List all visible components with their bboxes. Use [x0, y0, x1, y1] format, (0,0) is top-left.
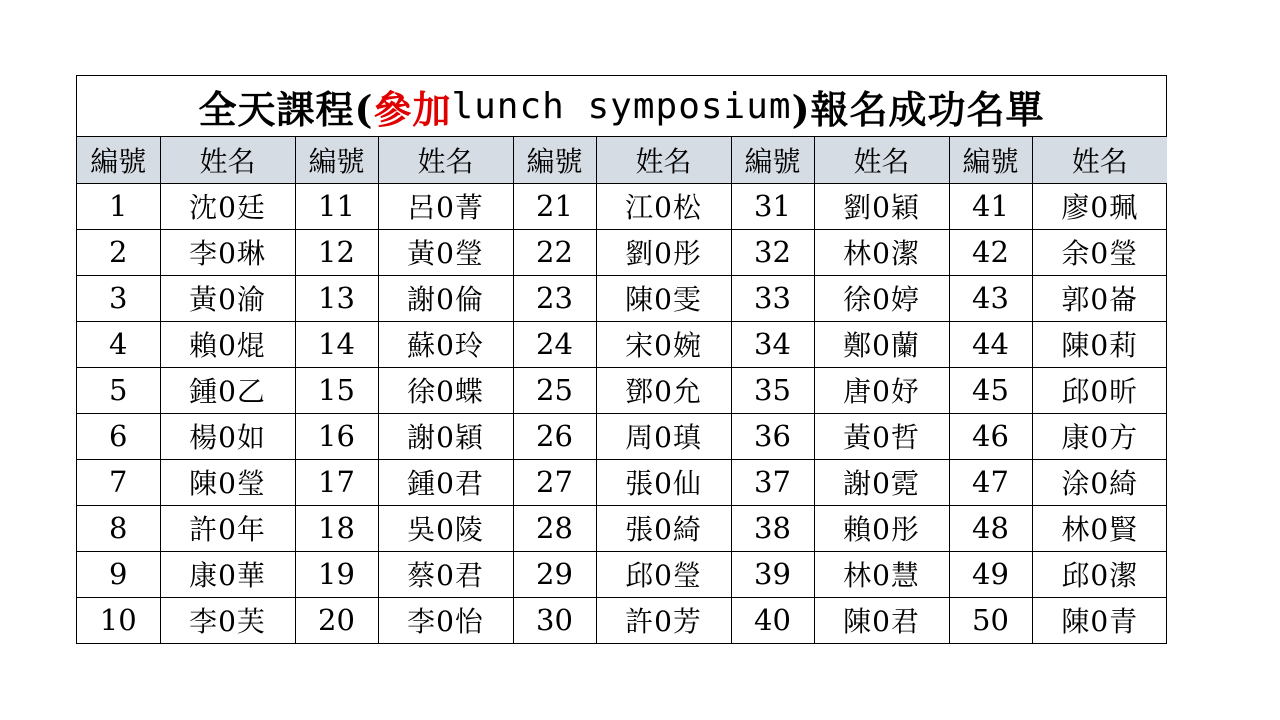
entry-name: 陳0青 — [1061, 605, 1139, 639]
entry-number: 22 — [513, 229, 596, 275]
header-number: 編號 — [295, 137, 378, 183]
entry-number: 3 — [77, 275, 160, 321]
entry-name: 謝0倫 — [378, 275, 513, 321]
entry-number: 17 — [295, 459, 378, 505]
entry-number: 32 — [731, 229, 814, 275]
entry-number: 6 — [77, 413, 160, 459]
header-name: 姓名 — [596, 137, 731, 183]
entry-number: 44 — [949, 321, 1032, 367]
entry-number: 47 — [949, 459, 1032, 505]
entry-number: 14 — [295, 321, 378, 367]
table-row — [77, 183, 1167, 229]
entry-number: 41 — [949, 183, 1032, 229]
entry-name: 邱0昕 — [1032, 367, 1167, 413]
entry-name: 楊0如 — [160, 413, 295, 459]
entry-name: 黃0瑩 — [378, 229, 513, 275]
entry-name: 林0賢 — [1032, 505, 1167, 551]
roster-table — [77, 137, 1167, 643]
entry-number: 20 — [295, 597, 378, 643]
entry-name: 邱0瑩 — [596, 551, 731, 597]
header-name: 姓名 — [378, 137, 513, 183]
table-row — [77, 321, 1167, 367]
entry-number: 35 — [731, 367, 814, 413]
title-accent: 參加 — [373, 86, 452, 132]
entry-name: 吳0陵 — [378, 505, 513, 551]
entry-name: 鄭0蘭 — [814, 321, 949, 367]
page-title — [77, 76, 1166, 137]
roster-sheet — [76, 75, 1167, 644]
entry-number: 37 — [731, 459, 814, 505]
header-number: 編號 — [949, 137, 1032, 183]
entry-name: 呂0菁 — [378, 183, 513, 229]
entry-name: 蘇0玲 — [378, 321, 513, 367]
entry-number: 40 — [731, 597, 814, 643]
entry-number: 27 — [513, 459, 596, 505]
entry-number: 45 — [949, 367, 1032, 413]
table-row — [77, 229, 1167, 275]
header-row — [77, 137, 1167, 183]
header-number: 編號 — [77, 137, 160, 183]
table-row — [77, 367, 1167, 413]
entry-name: 李0芙 — [160, 597, 295, 643]
entry-number: 30 — [513, 597, 596, 643]
entry-number: 8 — [77, 505, 160, 551]
entry-number: 5 — [77, 367, 160, 413]
entry-name: 謝0穎 — [378, 413, 513, 459]
entry-name: 沈0廷 — [160, 183, 295, 229]
entry-name: 涂0綺 — [1032, 459, 1167, 505]
entry-number: 9 — [77, 551, 160, 597]
title-event: lunch symposium — [451, 85, 792, 127]
header-number: 編號 — [513, 137, 596, 183]
title-suffix: )報名成功名單 — [791, 86, 1045, 132]
entry-name: 陳0瑩 — [160, 459, 295, 505]
entry-name: 陳0君 — [814, 597, 949, 643]
header-name: 姓名 — [814, 137, 949, 183]
entry-number: 23 — [513, 275, 596, 321]
entry-name: 鄧0允 — [596, 367, 731, 413]
entry-number: 39 — [731, 551, 814, 597]
entry-number: 26 — [513, 413, 596, 459]
entry-name: 林0潔 — [814, 229, 949, 275]
entry-number: 21 — [513, 183, 596, 229]
header-number: 編號 — [731, 137, 814, 183]
entry-name: 徐0婷 — [814, 275, 949, 321]
entry-name: 康0方 — [1032, 413, 1167, 459]
entry-name: 余0瑩 — [1032, 229, 1167, 275]
entry-name: 黃0渝 — [160, 275, 295, 321]
entry-name: 李0琳 — [160, 229, 295, 275]
entry-name: 賴0彤 — [814, 505, 949, 551]
table-row — [77, 551, 1167, 597]
entry-name: 謝0霓 — [814, 459, 949, 505]
table-row — [77, 459, 1167, 505]
entry-name: 張0綺 — [596, 505, 731, 551]
entry-number: 15 — [295, 367, 378, 413]
entry-number: 48 — [949, 505, 1032, 551]
entry-name: 林0慧 — [814, 551, 949, 597]
entry-name: 宋0婉 — [596, 321, 731, 367]
entry-number: 16 — [295, 413, 378, 459]
entry-name: 張0仙 — [596, 459, 731, 505]
entry-name: 鍾0乙 — [160, 367, 295, 413]
entry-number: 4 — [77, 321, 160, 367]
entry-name: 蔡0君 — [378, 551, 513, 597]
entry-number: 19 — [295, 551, 378, 597]
roster-body — [77, 183, 1167, 643]
entry-number: 31 — [731, 183, 814, 229]
entry-name: 徐0蝶 — [378, 367, 513, 413]
entry-name: 邱0潔 — [1032, 551, 1167, 597]
entry-name: 許0年 — [160, 505, 295, 551]
entry-name: 江0松 — [596, 183, 731, 229]
header-name: 姓名 — [160, 137, 295, 183]
entry-number: 25 — [513, 367, 596, 413]
entry-name: 陳0雯 — [596, 275, 731, 321]
entry-name: 郭0崙 — [1032, 275, 1167, 321]
entry-name: 黃0哲 — [814, 413, 949, 459]
entry-number: 43 — [949, 275, 1032, 321]
entry-number: 29 — [513, 551, 596, 597]
entry-name: 廖0珮 — [1032, 183, 1167, 229]
entry-number: 18 — [295, 505, 378, 551]
entry-number: 13 — [295, 275, 378, 321]
table-row — [77, 505, 1167, 551]
header-name: 姓名 — [1032, 137, 1167, 183]
entry-number: 46 — [949, 413, 1032, 459]
entry-name: 李0怡 — [378, 597, 513, 643]
entry-number: 34 — [731, 321, 814, 367]
entry-name: 唐0妤 — [814, 367, 949, 413]
entry-name: 許0芳 — [596, 597, 731, 643]
entry-name: 陳0莉 — [1032, 321, 1167, 367]
table-row — [77, 413, 1167, 459]
entry-number: 7 — [77, 459, 160, 505]
entry-name: 周0瑱 — [596, 413, 731, 459]
entry-number: 2 — [77, 229, 160, 275]
title-prefix: 全天課程( — [198, 86, 374, 132]
table-row — [77, 597, 1167, 643]
entry-name: 鍾0君 — [378, 459, 513, 505]
entry-number: 49 — [949, 551, 1032, 597]
entry-name: 康0華 — [160, 551, 295, 597]
entry-number: 11 — [295, 183, 378, 229]
entry-number: 28 — [513, 505, 596, 551]
entry-number: 1 — [77, 183, 160, 229]
entry-number: 10 — [77, 597, 160, 643]
entry-number: 12 — [295, 229, 378, 275]
entry-number: 24 — [513, 321, 596, 367]
entry-name: 劉0彤 — [596, 229, 731, 275]
entry-number: 33 — [731, 275, 814, 321]
table-row — [77, 275, 1167, 321]
entry-number: 36 — [731, 413, 814, 459]
entry-name: 賴0焜 — [160, 321, 295, 367]
entry-number: 50 — [949, 597, 1032, 643]
entry-name: 劉0穎 — [814, 183, 949, 229]
entry-number: 38 — [731, 505, 814, 551]
entry-number: 42 — [949, 229, 1032, 275]
